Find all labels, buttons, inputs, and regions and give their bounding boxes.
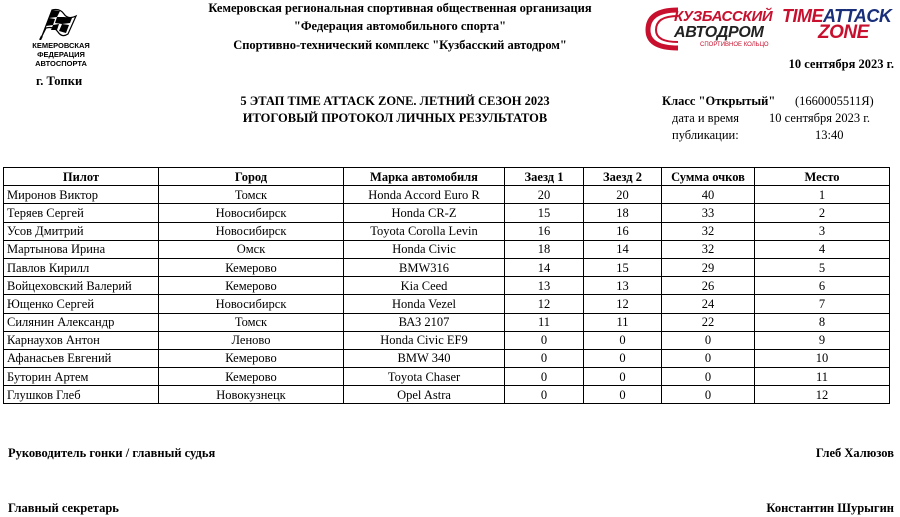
class-label: Класс "Открытый" [662,94,776,108]
cell-car: BMW316 [344,258,505,276]
publish-time: 13:40 [815,128,844,142]
kuzbass-logo-line1: КУЗБАССКИЙ [674,8,773,25]
cell-run1: 15 [505,204,584,222]
cell-pilot: Миронов Виктор [4,186,159,204]
judge-label: Руководитель гонки / главный судья [8,446,216,460]
cell-points: 40 [662,186,755,204]
checkered-flag-icon [38,6,78,40]
cell-run1: 12 [505,295,584,313]
column-header-run1: Заезд 1 [505,168,584,186]
results-table [3,167,890,404]
cell-run2: 16 [584,222,662,240]
cell-place: 10 [755,349,890,367]
kuzbass-logo-line2: АВТОДРОМ [674,24,764,41]
table-row [4,368,890,386]
table-row [4,240,890,258]
cell-pilot: Мартынова Ирина [4,240,159,258]
cell-run2: 0 [584,368,662,386]
secretary-label: Главный секретарь [8,501,119,515]
cell-place: 5 [755,258,890,276]
table-row [4,277,890,295]
cell-city: Новосибирск [159,295,344,313]
table-row [4,386,890,404]
publish-label-line1: дата и время [672,111,740,125]
cell-points: 0 [662,349,755,367]
cell-place: 12 [755,386,890,404]
cell-city: Новосибирск [159,204,344,222]
cell-pilot: Силянин Александр [4,313,159,331]
cell-city: Кемерово [159,349,344,367]
cell-run1: 11 [505,313,584,331]
cell-place: 1 [755,186,890,204]
cell-run1: 20 [505,186,584,204]
cell-car: Honda CR-Z [344,204,505,222]
cell-run1: 18 [505,240,584,258]
cell-pilot: Ющенко Сергей [4,295,159,313]
federation-name: "Федерация автомобильного спорта" [293,19,507,33]
cell-points: 33 [662,204,755,222]
cell-run2: 15 [584,258,662,276]
cell-city: Новосибирск [159,222,344,240]
cell-run2: 0 [584,386,662,404]
cell-run2: 0 [584,349,662,367]
cell-run2: 20 [584,186,662,204]
complex-name: Спортивно-технический комплекс "Кузбасский автодром" [233,38,567,52]
column-header-car: Марка автомобиля [344,168,505,186]
table-row [4,186,890,204]
cell-city: Томск [159,186,344,204]
cell-pilot: Карнаухов Антон [4,331,159,349]
kuzbass-logo-line3: СПОРТИВНОЕ КОЛЬЦО [700,42,769,48]
cell-pilot: Теряев Сергей [4,204,159,222]
cell-pilot: Глушков Глеб [4,386,159,404]
table-row [4,204,890,222]
cell-city: Леново [159,331,344,349]
cell-place: 6 [755,277,890,295]
cell-place: 2 [755,204,890,222]
cell-car: Kia Ceed [344,277,505,295]
cell-place: 8 [755,313,890,331]
cell-car: Opel Astra [344,386,505,404]
column-header-city: Город [159,168,344,186]
protocol-title: ИТОГОВЫЙ ПРОТОКОЛ ЛИЧНЫХ РЕЗУЛЬТАТОВ [242,111,548,125]
document-date: 10 сентября 2023 г. [788,57,894,71]
publish-label-line2: публикации: [672,128,739,142]
judge-name: Глеб Халюзов [815,446,894,460]
cell-car: Honda Accord Euro R [344,186,505,204]
cell-car: Honda Civic EF9 [344,331,505,349]
cell-run1: 13 [505,277,584,295]
cell-place: 11 [755,368,890,386]
table-row [4,222,890,240]
kuzbass-autodrom-logo [642,4,772,54]
org-name: Кемеровская региональная спортивная общественная организация [208,1,592,15]
table-header-row [4,168,890,186]
time-attack-zone-logo [782,6,894,46]
cell-city: Новокузнецк [159,386,344,404]
cell-pilot: Афанасьев Евгений [4,349,159,367]
cell-pilot: Войцеховский Валерий [4,277,159,295]
cell-points: 0 [662,331,755,349]
cell-run2: 18 [584,204,662,222]
cell-car: Toyota Corolla Levin [344,222,505,240]
city: г. Топки [36,74,83,88]
cell-points: 29 [662,258,755,276]
column-header-place: Место [755,168,890,186]
column-header-run2: Заезд 2 [584,168,662,186]
ta-logo-attack: ATTACK [823,6,892,26]
column-header-points: Сумма очков [662,168,755,186]
cell-points: 26 [662,277,755,295]
event-title: 5 ЭТАП TIME ATTACK ZONE. ЛЕТНИЙ СЕЗОН 2023 [240,94,550,108]
publish-date: 10 сентября 2023 г. [769,111,871,125]
cell-run2: 0 [584,331,662,349]
cell-place: 7 [755,295,890,313]
cell-car: BMW 340 [344,349,505,367]
cell-place: 9 [755,331,890,349]
column-header-pilot: Пилот [4,168,159,186]
table-row [4,258,890,276]
cell-city: Кемерово [159,277,344,295]
cell-run2: 11 [584,313,662,331]
cell-run1: 0 [505,368,584,386]
cell-points: 32 [662,222,755,240]
cell-points: 24 [662,295,755,313]
cell-run1: 14 [505,258,584,276]
cell-city: Кемерово [159,368,344,386]
cell-points: 32 [662,240,755,258]
cell-city: Омск [159,240,344,258]
cell-pilot: Усов Дмитрий [4,222,159,240]
cell-run1: 0 [505,349,584,367]
cell-points: 22 [662,313,755,331]
class-code: (1660005511Я) [795,94,874,108]
ta-logo-zone: ZONE [818,22,869,43]
cell-run2: 12 [584,295,662,313]
cell-run2: 14 [584,240,662,258]
federation-logo [16,6,104,68]
cell-place: 3 [755,222,890,240]
cell-car: ВАЗ 2107 [344,313,505,331]
cell-car: Toyota Chaser [344,368,505,386]
cell-points: 0 [662,368,755,386]
cell-run2: 13 [584,277,662,295]
cell-car: Honda Civic [344,240,505,258]
cell-pilot: Павлов Кирилл [4,258,159,276]
cell-run1: 16 [505,222,584,240]
cell-run1: 0 [505,386,584,404]
logo-caption-line1: КЕМЕРОВСКАЯ [32,41,90,50]
cell-city: Томск [159,313,344,331]
table-row [4,313,890,331]
secretary-name: Константин Шурыгин [766,501,894,515]
cell-run1: 0 [505,331,584,349]
cell-place: 4 [755,240,890,258]
cell-car: Honda Vezel [344,295,505,313]
logo-caption-line2: ФЕДЕРАЦИЯ АВТОСПОРТА [35,50,87,68]
table-row [4,349,890,367]
cell-points: 0 [662,386,755,404]
cell-city: Кемерово [159,258,344,276]
table-row [4,331,890,349]
ta-logo-time: TIME [782,6,823,26]
table-row [4,295,890,313]
cell-pilot: Буторин Артем [4,368,159,386]
